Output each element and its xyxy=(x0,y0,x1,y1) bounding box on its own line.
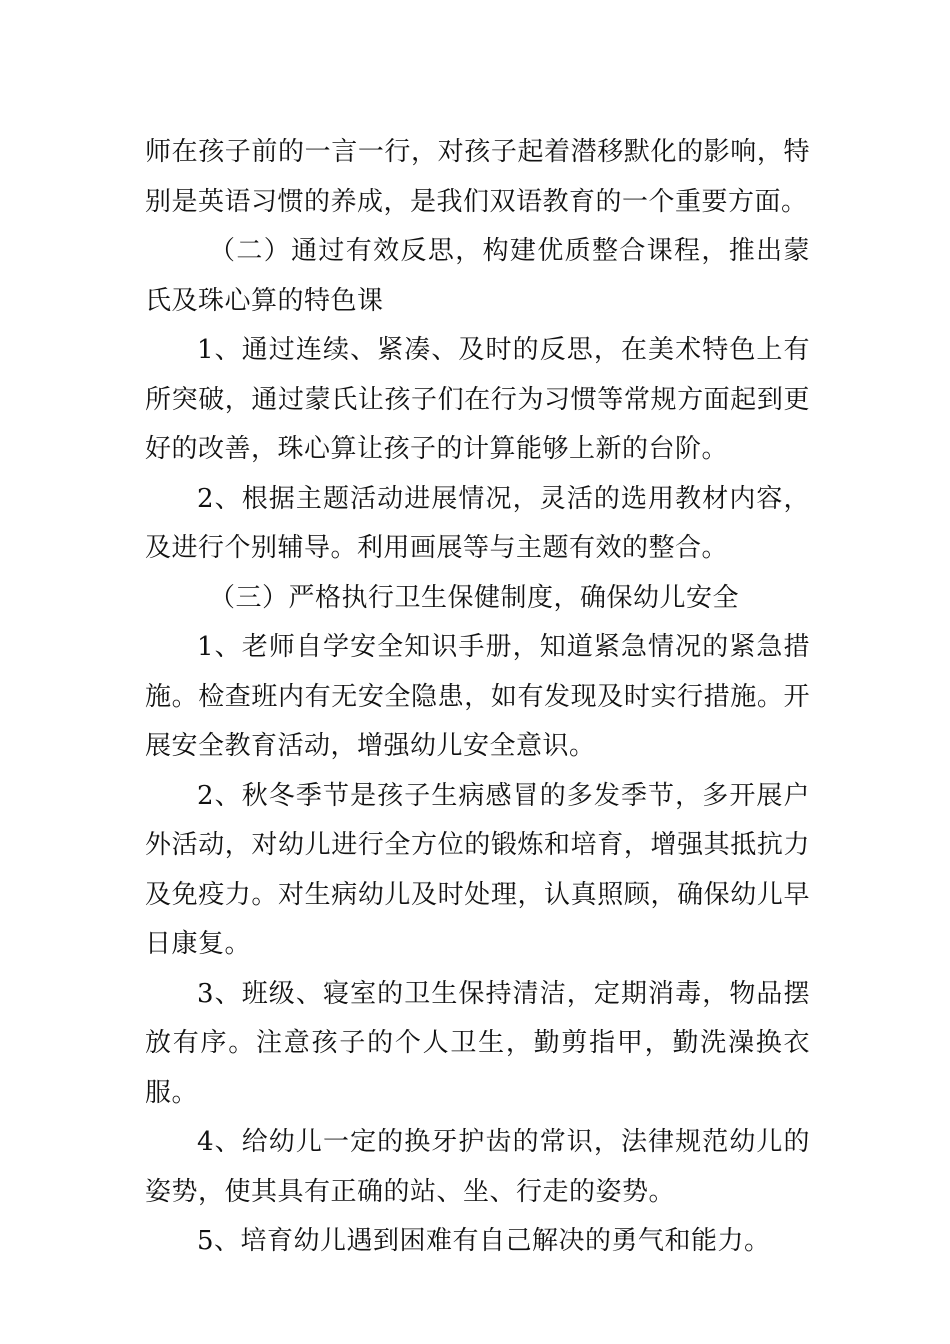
paragraph-3-5: 5、培育幼儿遇到困难有自己解决的勇气和能力。 xyxy=(197,1226,771,1256)
paragraph-3-1: 1、老师自学安全知识手册，知道紧急情况的紧急措施。检查班内有无安全隐患，如有发现及时实行措施。开展安全教育活动，增强幼儿安全意识。 xyxy=(145,632,810,761)
paragraph-3-2: 2、秋冬季节是孩子生病感冒的多发季节，多开展户外活动，对幼儿进行全方位的锻炼和培育，增强其抵抗力及免疫力。对生病幼儿及时处理，认真照顾，确保幼儿早日康复。 xyxy=(145,780,810,959)
section-heading-3: （三）严格执行卫生保健制度，确保幼儿安全 xyxy=(209,582,740,613)
section-heading-2: （二）通过有效反思，构建优质整合课程，推出蒙氏及珠心算的特色课 xyxy=(145,236,810,316)
paragraph-3-3: 3、班级、寝室的卫生保持清洁，定期消毒，物品摆放有序。注意孩子的个人卫生，勤剪指甲，勤洗澡换衣服。 xyxy=(145,978,810,1108)
body-text xyxy=(145,128,810,1267)
paragraph-2-2: 2、根据主题活动进展情况，灵活的选用教材内容，及进行个别辅导。利用画展等与主题有效的整合。 xyxy=(145,483,810,563)
paragraph-3-4: 4、给幼儿一定的换牙护齿的常识，法律规范幼儿的姿势，使其具有正确的站、坐、行走的姿势。 xyxy=(145,1127,810,1207)
paragraph-continuation: 师在孩子前的一言一行，对孩子起着潜移默化的影响，特别是英语习惯的养成，是我们双语教育的一个重要方面。 xyxy=(145,137,810,217)
paragraph-2-1: 1、通过连续、紧凑、及时的反思，在美术特色上有所突破，通过蒙氏让孩子们在行为习惯等常规方面起到更好的改善，珠心算让孩子的计算能够上新的台阶。 xyxy=(145,335,810,464)
